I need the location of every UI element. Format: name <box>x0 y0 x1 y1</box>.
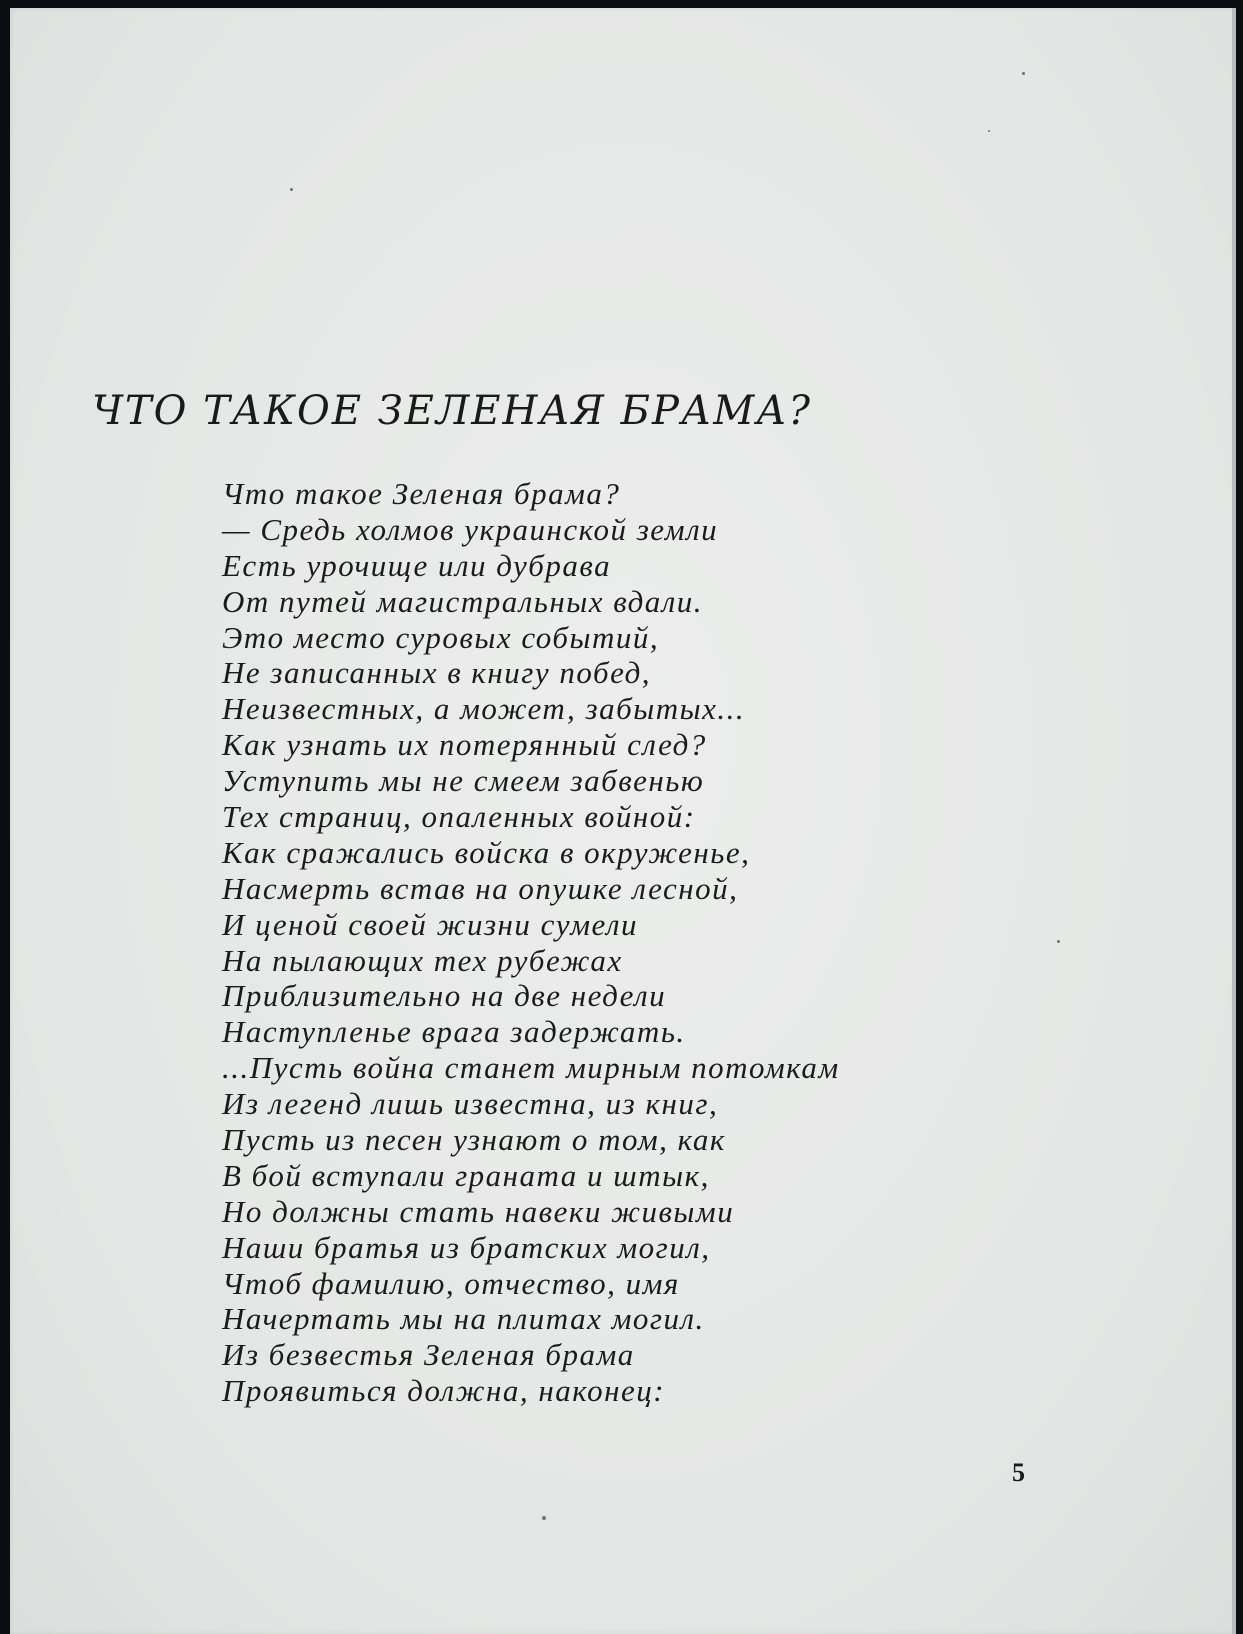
poem-line: Наступленье врага задержать. <box>222 1014 686 1050</box>
poem-line: Из безвестья Зеленая брама <box>222 1337 635 1373</box>
poem-line: Насмерть встав на опушке лесной, <box>222 870 739 906</box>
poem-line: Приблизительно на две недели <box>222 978 667 1014</box>
poem-line: На пылающих тех рубежах <box>222 942 623 978</box>
poem-line: Но должны стать навеки живыми <box>222 1193 735 1229</box>
poem-line: Это место суровых событий, <box>222 619 660 655</box>
book-page <box>10 8 1236 1634</box>
poem-line: Из легенд лишь известна, из книг, <box>222 1086 719 1122</box>
poem-line: Как сражались войска в окруженье, <box>222 834 751 870</box>
poem-line: Пусть из песен узнают о том, как <box>222 1122 726 1158</box>
poem-line: Проявиться должна, наконец: <box>222 1373 666 1409</box>
poem-line: Что такое Зеленая брама? <box>222 476 621 511</box>
poem-line: Уступить мы не смеем забвенью <box>222 763 705 799</box>
poem-line: Чтоб фамилию, отчество, имя <box>222 1265 680 1301</box>
paper-speck <box>988 130 990 132</box>
poem-line: Неизвестных, а может, забытых... <box>222 691 746 727</box>
poem-line: ...Пусть война станет мирным потомкам <box>222 1050 840 1086</box>
paper-speck <box>290 188 293 191</box>
poem-line: Тех страниц, опаленных войной: <box>222 799 696 835</box>
poem-body <box>222 476 840 1409</box>
poem-title: ЧТО ТАКОЕ ЗЕЛЕНАЯ БРАМА? <box>92 388 812 434</box>
paper-speck <box>542 1516 546 1520</box>
poem-line: В бой вступали граната и штык, <box>222 1157 710 1193</box>
poem-line: — Средь холмов украинской земли <box>222 511 719 547</box>
paper-speck <box>1057 940 1060 943</box>
poem-line: Не записанных в книгу побед, <box>222 655 652 691</box>
paper-speck <box>1022 72 1025 75</box>
poem-line: Есть урочище или дубрава <box>222 547 612 583</box>
poem-line: Начертать мы на плитах могил. <box>222 1301 705 1337</box>
poem-line: И ценой своей жизни сумели <box>222 906 638 942</box>
poem-line: Наши братья из братских могил, <box>222 1229 711 1265</box>
poem-line: От путей магистральных вдали. <box>222 583 704 619</box>
page-edge <box>1232 8 1236 1634</box>
page-number: 5 <box>1012 1458 1025 1487</box>
poem-line: Как узнать их потерянный след? <box>222 727 707 763</box>
